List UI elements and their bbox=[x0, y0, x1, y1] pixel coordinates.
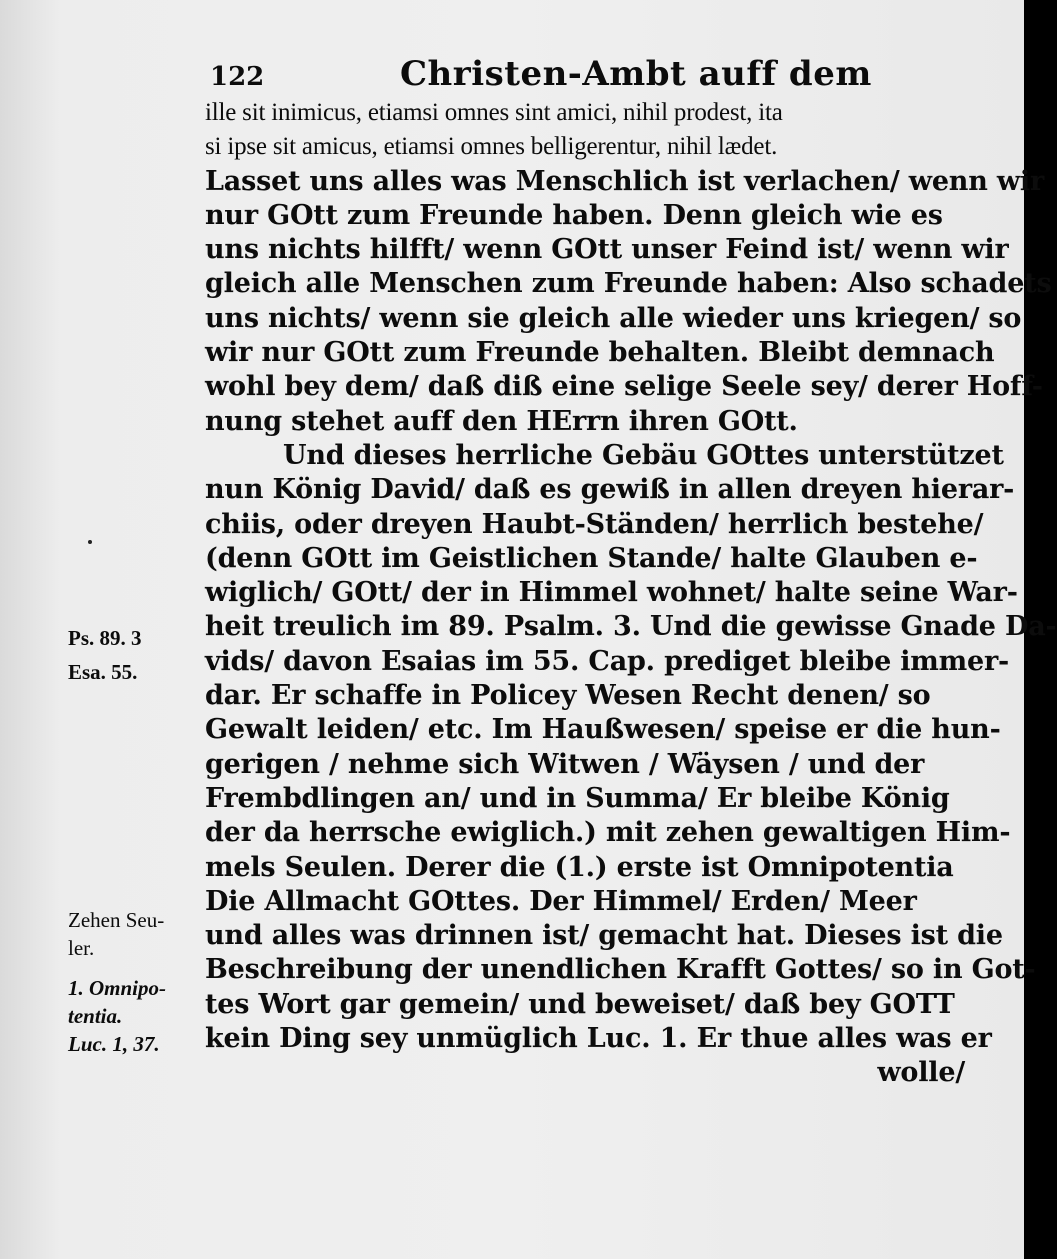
running-head: Christen-Ambt auff dem bbox=[400, 54, 872, 94]
ink-speck bbox=[88, 540, 92, 544]
catchword-line: wolle/ bbox=[877, 1057, 965, 1089]
text-line: Gewalt leiden/ etc. Im Haußwesen/ speise er die hun- bbox=[205, 714, 1001, 746]
margin-note-omnipotentia: 1. Omnipo- bbox=[68, 976, 167, 1000]
text-line: Die Allmacht GOttes. Der Himmel/ Erden/ Meer bbox=[205, 885, 917, 917]
text-line: heit treulich im 89. Psalm. 3. Und die gewisse Gnade Da- bbox=[205, 611, 1057, 643]
text-line: ille sit inimicus, etiamsi omnes sint amici, nihil prodest, ita bbox=[205, 99, 783, 126]
text-line: wohl bey dem/ daß diß eine selige Seele sey/ derer Hoff- bbox=[205, 371, 1043, 403]
text-line: der da herrsche ewiglich.) mit zehen gewaltigen Him- bbox=[205, 817, 1011, 849]
text-line: gleich alle Menschen zum Freunde haben: Also schadets bbox=[205, 268, 1052, 300]
text-line: uns nichts hilfft/ wenn GOtt unser Feind ist/ wenn wir bbox=[205, 234, 1009, 266]
margin-note-omnipotentia-cont: tentia. bbox=[68, 1004, 123, 1028]
text-line: dar. Er schaffe in Policey Wesen Recht denen/ so bbox=[205, 680, 931, 712]
text-line: nun König David/ daß es gewiß in allen dreyen hierar- bbox=[205, 474, 1015, 506]
page-header bbox=[210, 52, 872, 96]
text-line: und alles was drinnen ist/ gemacht hat. Dieses ist die bbox=[205, 920, 1003, 952]
paragraph-start-line: Und dieses herrliche Gebäu GOttes unterstützet bbox=[283, 439, 1004, 471]
text-line: Lasset uns alles was Menschlich ist verlachen/ wenn wir bbox=[205, 165, 1044, 197]
text-line: (denn GOtt im Geistlichen Stande/ halte Glauben e- bbox=[205, 542, 978, 574]
margin-note-esaias-ref: Esa. 55. bbox=[68, 660, 138, 684]
text-line: nung stehet auff den HErrn ihren GOtt. bbox=[205, 405, 798, 437]
page-number: 122 bbox=[210, 62, 265, 92]
text-line: wir nur GOtt zum Freunde behalten. Bleibt demnach bbox=[205, 337, 995, 369]
text-line: kein Ding sey unmüglich Luc. 1. Er thue alles was er bbox=[205, 1023, 992, 1055]
text-line: vids/ davon Esaias im 55. Cap. prediget bleibe immer- bbox=[205, 645, 1010, 677]
body-text bbox=[205, 96, 1057, 1091]
text-line: tes Wort gar gemein/ und beweiset/ daß bey GOTT bbox=[205, 988, 955, 1020]
margin-note-pillars-label-cont: ler. bbox=[68, 936, 95, 960]
text-line: si ipse sit amicus, etiamsi omnes belligerentur, nihil lædet. bbox=[205, 133, 778, 161]
text-line: uns nichts/ wenn sie gleich alle wieder uns kriegen/ so bbox=[205, 302, 1022, 334]
text-line: wiglich/ GOtt/ der in Himmel wohnet/ halte seine War- bbox=[205, 577, 1018, 609]
margin-note-pillars-label: Zehen Seu- bbox=[68, 908, 165, 932]
text-line: Beschreibung der unendlichen Krafft Gottes/ so in Got- bbox=[205, 954, 1036, 986]
margin-note-psalm-ref: Ps. 89. 3 bbox=[68, 626, 142, 650]
margin-note-luke-ref: Luc. 1, 37. bbox=[68, 1032, 160, 1056]
text-line: chiis, oder dreyen Haubt-Ständen/ herrlich bestehe/ bbox=[205, 508, 984, 540]
text-line: Frembdlingen an/ und in Summa/ Er bleibe König bbox=[205, 782, 950, 814]
text-line: mels Seulen. Derer die (1.) erste ist Omnipotentia bbox=[205, 851, 954, 883]
text-line: gerigen / nehme sich Witwen / Wäysen / und der bbox=[205, 748, 925, 780]
text-line: nur GOtt zum Freunde haben. Denn gleich wie es bbox=[205, 199, 943, 231]
